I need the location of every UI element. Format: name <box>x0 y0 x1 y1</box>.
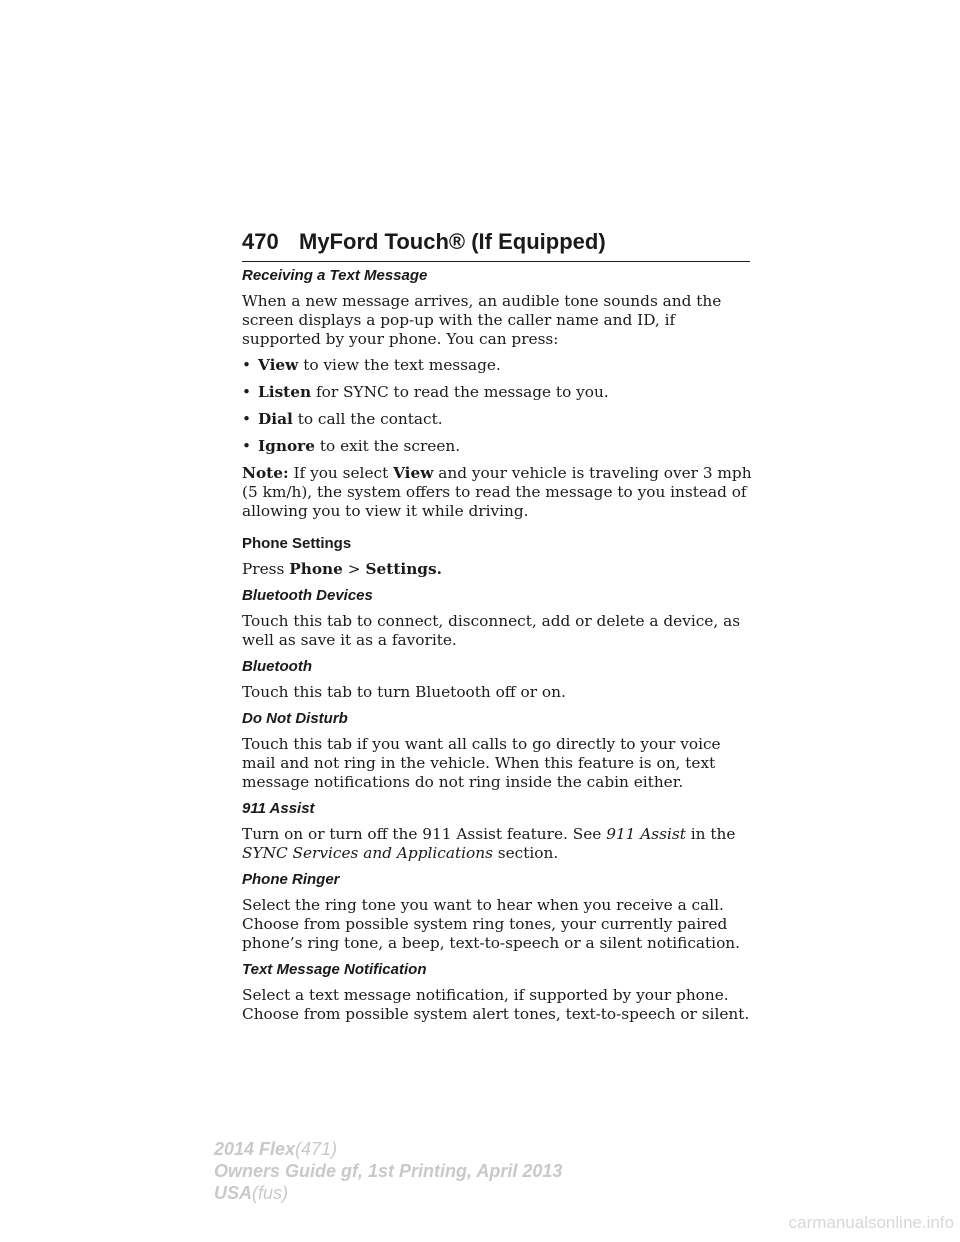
press-label: Press <box>242 560 290 578</box>
press-settings: Settings. <box>365 560 442 578</box>
watermark: carmanualsonline.info <box>788 1213 954 1232</box>
heading-bluetooth: Bluetooth <box>242 658 312 675</box>
bullet-icon: • <box>242 410 252 428</box>
note-label: Note: <box>242 464 289 482</box>
footer-line-market <box>214 1182 562 1204</box>
list-item <box>242 356 754 375</box>
list-item <box>242 410 754 429</box>
bullet-term: Ignore <box>258 437 315 455</box>
assist-reference: 911 Assist <box>606 825 686 843</box>
paragraph-bluetooth-devices: Touch this tab to connect, disconnect, add or delete a device, as well as save it as a favorite. <box>242 612 741 649</box>
bullet-text: to call the contact. <box>297 410 443 428</box>
paragraph-911-assist <box>242 825 754 863</box>
footer-model: 2014 Flex <box>214 1139 296 1159</box>
sync-services-reference: SYNC Services and Applications <box>242 844 493 862</box>
list-item <box>242 437 754 456</box>
heading-text-message-notification: Text Message Notification <box>242 961 427 978</box>
heading-bluetooth-devices: Bluetooth Devices <box>242 587 373 604</box>
press-separator: > <box>342 560 366 578</box>
paragraph-text-message-notification: Select a text message notification, if supported by your phone. Choose from possible system alert tones, text-to-speech or silent. <box>242 986 750 1023</box>
footer-line-model <box>214 1138 562 1160</box>
heading-911-assist: 911 Assist <box>242 800 315 817</box>
heading-phone-ringer: Phone Ringer <box>242 871 340 888</box>
paragraph-phone-ringer: Select the ring tone you want to hear when you receive a call. Choose from possible system ring tones, your currently paired phone’s ring tone, a beep, text-to-speech or a silent notification. <box>242 896 740 952</box>
list-item <box>242 383 754 402</box>
page-number: 470 <box>242 229 279 254</box>
bullet-term: Listen <box>258 383 312 401</box>
page-footer <box>214 1138 562 1204</box>
bullet-text: for SYNC to read the message to you. <box>315 383 609 401</box>
note-term: View <box>393 464 434 482</box>
heading-phone-settings: Phone Settings <box>242 535 352 552</box>
bullet-icon: • <box>242 437 252 455</box>
footer-market-code: (fus) <box>252 1183 289 1203</box>
assist-text: Turn on or turn off the 911 Assist feature. See <box>242 825 607 843</box>
note-text: and your vehicle is traveling over 3 mph (5 km/h), the system offers to read the message to you instead of allowing you to view it while driving. <box>242 464 752 520</box>
footer-page-ref: (471) <box>295 1139 338 1159</box>
press-phone: Phone <box>289 560 343 578</box>
page-header <box>242 227 750 262</box>
paragraph-do-not-disturb: Touch this tab if you want all calls to go directly to your voice mail and not ring in the vehicle. When this feature is on, text message notifications do not ring inside the cabin either. <box>242 735 721 791</box>
page-body <box>242 266 754 1031</box>
assist-text: section. <box>492 844 559 862</box>
heading-receiving-text-message: Receiving a Text Message <box>242 267 428 284</box>
note-text: If you select <box>293 464 394 482</box>
bullet-text: to view the text message. <box>303 356 501 374</box>
footer-line-printing: Owners Guide gf, 1st Printing, April 2013 <box>214 1161 563 1181</box>
bullet-icon: • <box>242 356 252 374</box>
paragraph-receiving-intro: When a new message arrives, an audible tone sounds and the screen displays a pop-up with the caller name and ID, if supported by your phone. You can press: <box>242 292 722 348</box>
bullet-icon: • <box>242 383 252 401</box>
paragraph-press-instruction <box>242 560 754 579</box>
bullet-term: Dial <box>258 410 293 428</box>
footer-market: USA <box>214 1183 253 1203</box>
chapter-title: MyFord Touch® (If Equipped) <box>299 229 606 254</box>
bullet-term: View <box>258 356 299 374</box>
paragraph-bluetooth: Touch this tab to turn Bluetooth off or on. <box>242 683 566 701</box>
heading-do-not-disturb: Do Not Disturb <box>242 710 348 727</box>
assist-text: in the <box>685 825 736 843</box>
bullet-text: to exit the screen. <box>319 437 461 455</box>
note-paragraph <box>242 464 754 521</box>
